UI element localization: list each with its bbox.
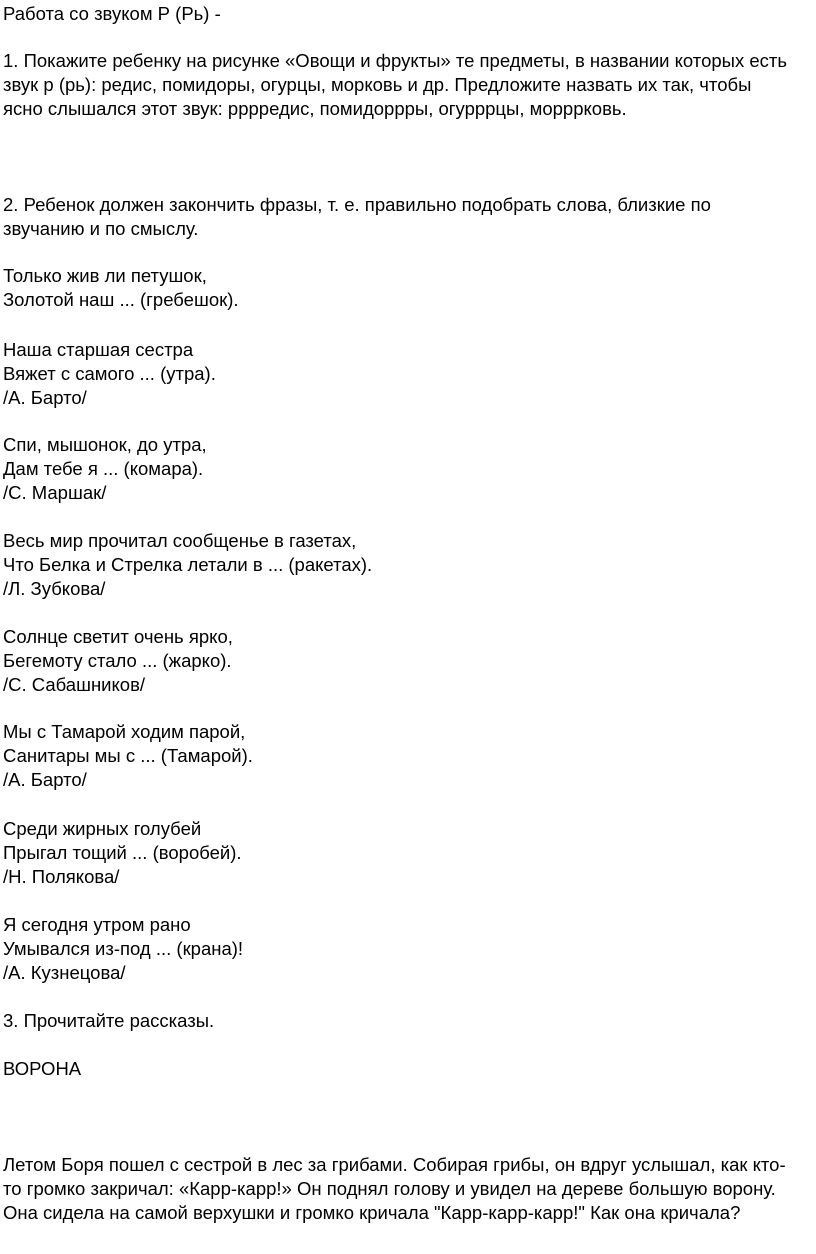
poem-5-line-1: Солнце светит очень ярко,	[3, 626, 233, 647]
poem-5-author: /С. Сабашников/	[3, 674, 146, 695]
poem-1-line-1: Только жив ли петушок,	[3, 265, 207, 286]
poem-7-line-2: Прыгал тощий ... (воробей).	[3, 842, 242, 863]
poem-7-author: /Н. Полякова/	[3, 866, 120, 887]
poem-8-line-2: Умывался из-под ... (крана)!	[3, 938, 244, 959]
poem-5-line-2: Бегемоту стало ... (жарко).	[3, 650, 232, 671]
story-title: ВОРОНА	[3, 1058, 82, 1079]
poem-2-line-2: Вяжет с самого ... (утра).	[3, 363, 216, 384]
poem-8-author: /А. Кузнецова/	[3, 962, 126, 983]
poem-2-author: /А. Барто/	[3, 387, 87, 408]
story-line-1: Летом Боря пошел с сестрой в лес за грибами. Собирая грибы, он вдруг услышал, как кто-	[3, 1154, 786, 1175]
task1-line-1: 1. Покажите ребенку на рисунке «Овощи и фрукты» те предметы, в названии которых есть	[3, 50, 787, 71]
poem-3-line-2: Дам тебе я ... (комара).	[3, 458, 204, 479]
task2-line-1: 2. Ребенок должен закончить фразы, т. е. правильно подобрать слова, близкие по	[3, 194, 711, 215]
poem-2-line-1: Наша старшая сестра	[3, 339, 194, 360]
task3-heading: 3. Прочитайте рассказы.	[3, 1010, 215, 1031]
poem-8-line-1: Я сегодня утром рано	[3, 914, 191, 935]
document-title: Работа со звуком Р (Рь) -	[3, 3, 221, 24]
poem-3-author: /С. Маршак/	[3, 482, 107, 503]
task2-line-2: звучанию и по смыслу.	[3, 218, 199, 239]
poem-4-author: /Л. Зубкова/	[3, 578, 106, 599]
task1-line-3: ясно слышался этот звук: рррредис, помидоррры, огурррцы, морррковь.	[3, 98, 627, 119]
story-line-3: Она сидела на самой верхушки и громко кричала "Карр-карр-карр!" Как она кричала?	[3, 1202, 741, 1223]
poem-6-line-2: Санитары мы с ... (Тамарой).	[3, 745, 253, 766]
poem-4-line-2: Что Белка и Стрелка летали в ... (ракетах).	[3, 554, 373, 575]
poem-6-author: /А. Барто/	[3, 769, 87, 790]
poem-3-line-1: Спи, мышонок, до утра,	[3, 434, 207, 455]
poem-6-line-1: Мы с Тамарой ходим парой,	[3, 721, 246, 742]
poem-1-line-2: Золотой наш ... (гребешок).	[3, 289, 239, 310]
poem-4-line-1: Весь мир прочитал сообщенье в газетах,	[3, 530, 357, 551]
story-line-2: то громко закричал: «Карр-карр!» Он поднял голову и увидел на дереве большую ворону.	[3, 1178, 776, 1199]
task1-line-2: звук р (рь): редис, помидоры, огурцы, морковь и др. Предложите назвать их так, чтобы	[3, 74, 752, 95]
poem-7-line-1: Среди жирных голубей	[3, 818, 202, 839]
